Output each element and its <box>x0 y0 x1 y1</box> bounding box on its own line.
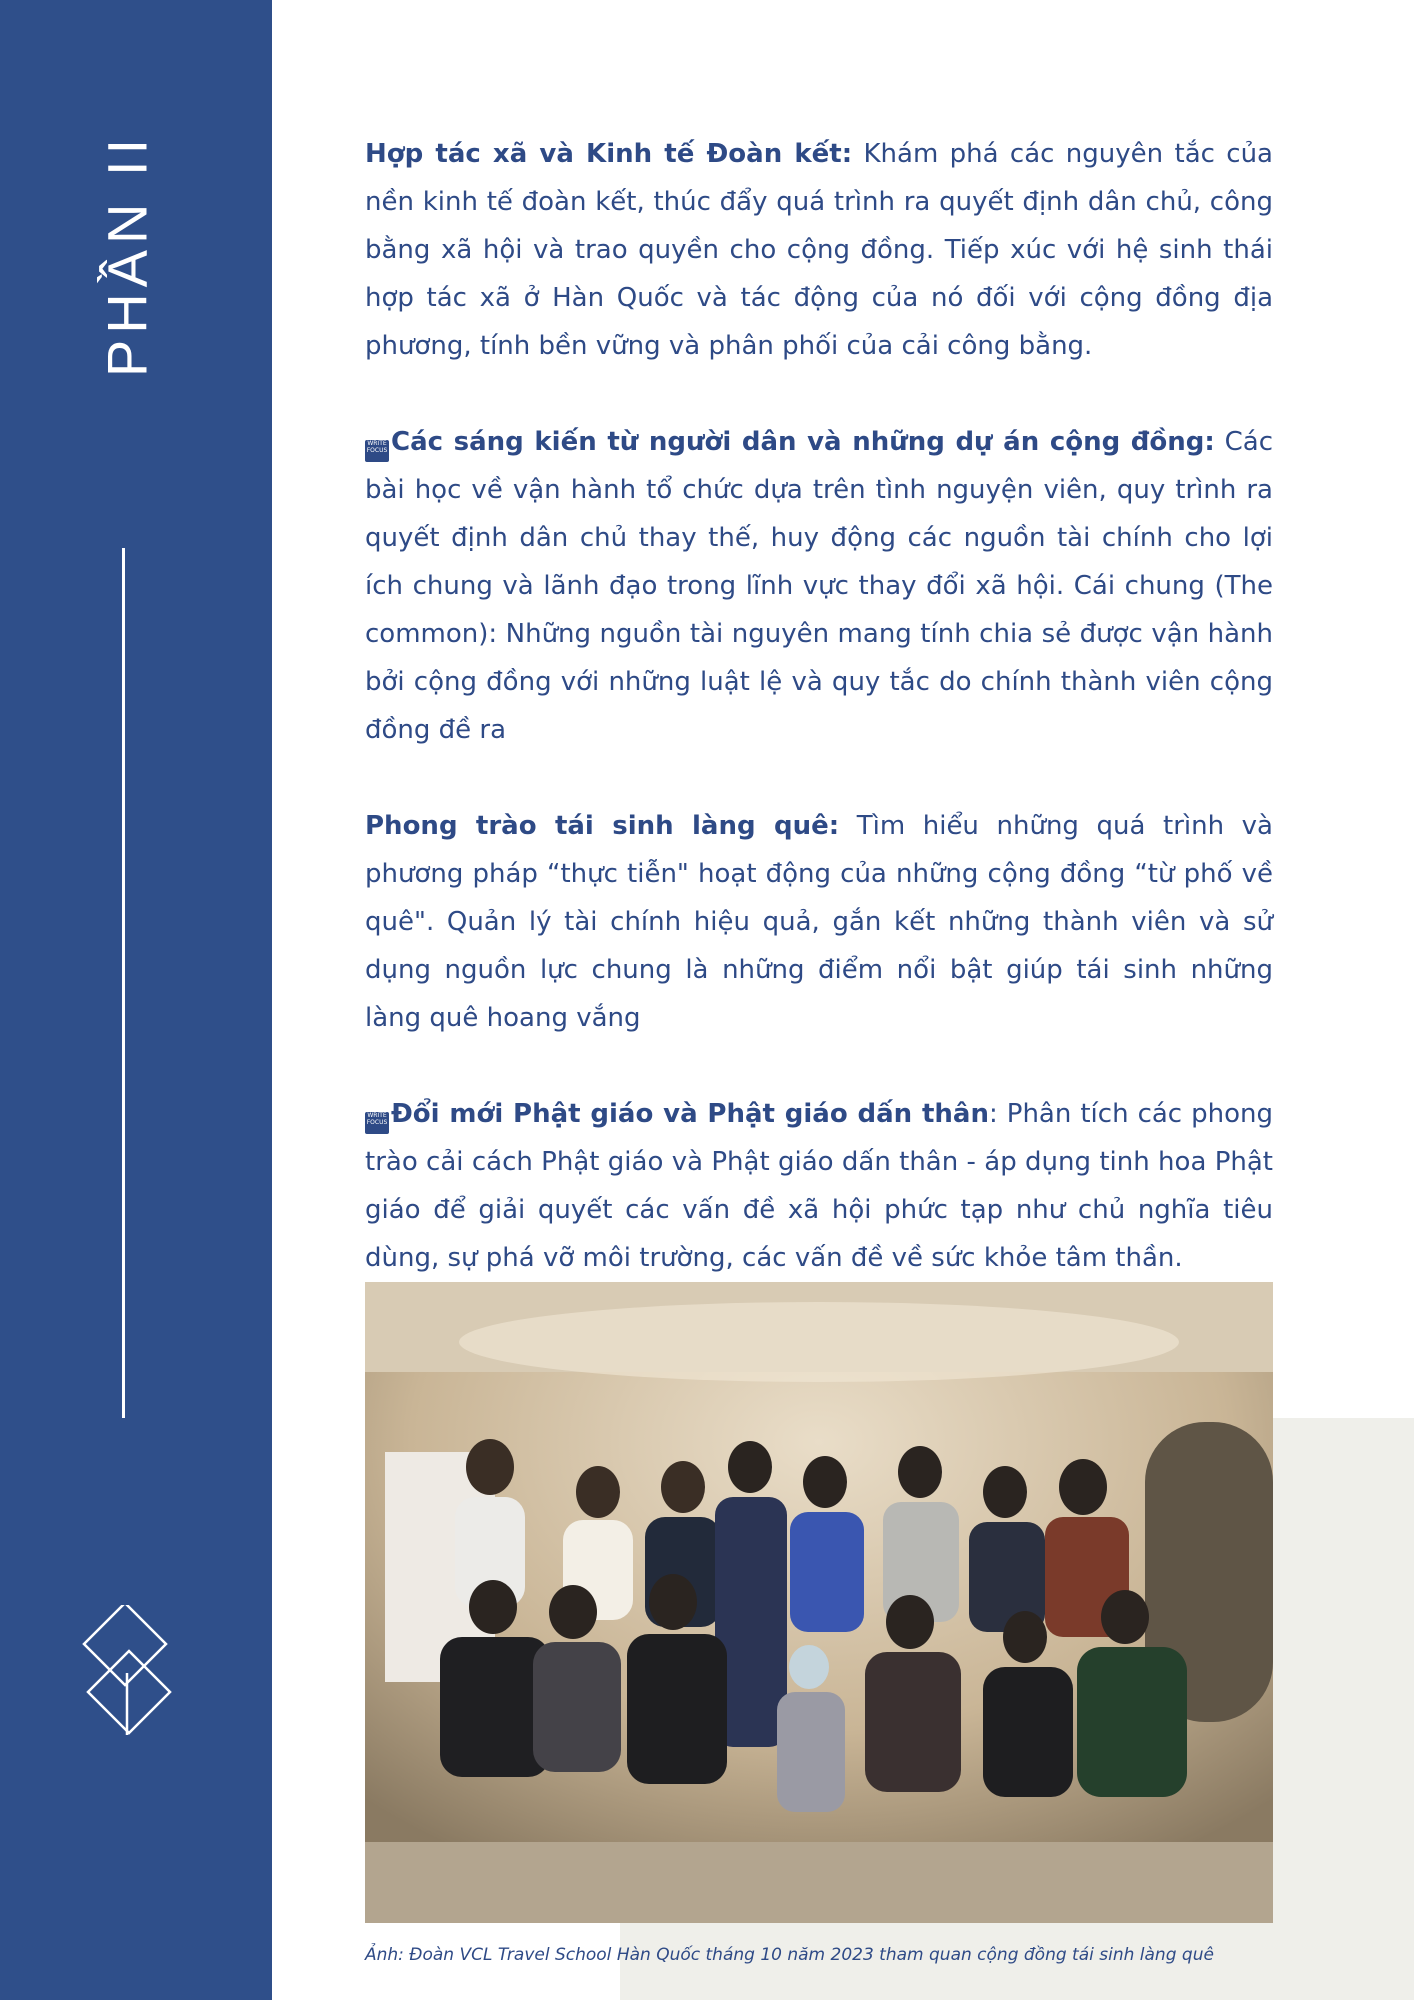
group-photo <box>365 1282 1273 1923</box>
paragraph-heading: Đổi mới Phật giáo và Phật giáo dấn thân <box>391 1099 989 1129</box>
main-content <box>365 130 1273 1330</box>
write-focus-icon: WRITE FOCUS <box>365 1112 389 1134</box>
paragraph-heading: Phong trào tái sinh làng quê: <box>365 811 840 841</box>
photo-caption: Ảnh: Đoàn VCL Travel School Hàn Quốc tháng 10 năm 2023 tham quan cộng đồng tái sinh làng quê <box>365 1945 1214 1965</box>
paragraph-citizen-initiatives <box>365 418 1273 754</box>
section-label: PHẦN II <box>95 132 159 378</box>
paragraph-buddhism <box>365 1090 1273 1282</box>
paragraph-body: : Phân tích các phong trào cải cách Phật giáo và Phật giáo dấn thân - áp dụng tinh hoa Phật giáo để giải quyết các vấn đề xã hội phức tạp như chủ nghĩa tiêu dùng, sự phá vỡ môi trường, các vấn đề về sức khỏe tâm thần. <box>365 1099 1273 1273</box>
write-focus-icon: WRITE FOCUS <box>365 440 389 462</box>
paragraph-heading: Các sáng kiến từ người dân và những dự án cộng đồng: <box>391 427 1215 457</box>
sidebar <box>0 0 272 2000</box>
paragraph-heading: Hợp tác xã và Kinh tế Đoàn kết: <box>365 139 853 169</box>
sidebar-divider <box>122 548 125 1418</box>
paragraph-rural-revival <box>365 802 1273 1042</box>
diamond-logo-icon <box>74 1605 180 1759</box>
paragraph-cooperatives <box>365 130 1273 370</box>
paragraph-body: Các bài học về vận hành tổ chức dựa trên tình nguyện viên, quy trình ra quyết định dân chủ thay thế, huy động các nguồn tài chính cho lợi ích chung và lãnh đạo trong lĩnh vực thay đổi xã hội. Cái chung (The common): Những nguồn tài nguyên mang tính chia sẻ được vận hành bởi cộng đồng với những luật lệ và quy tắc do chính thành viên cộng đồng đề ra <box>365 427 1274 745</box>
paragraph-body: Khám phá các nguyên tắc của nền kinh tế đoàn kết, thúc đẩy quá trình ra quyết định dân chủ, công bằng xã hội và trao quyền cho cộng đồng. Tiếp xúc với hệ sinh thái hợp tác xã ở Hàn Quốc và tác động của nó đối với cộng đồng địa phương, tính bền vững và phân phối của cải công bằng. <box>365 139 1273 361</box>
paragraph-body: Tìm hiểu những quá trình và phương pháp “thực tiễn" hoạt động của những cộng đồng “từ phố về quê". Quản lý tài chính hiệu quả, gắn kết những thành viên và sử dụng nguồn lực chung là những điểm nổi bật giúp tái sinh những làng quê hoang vắng <box>365 811 1273 1033</box>
